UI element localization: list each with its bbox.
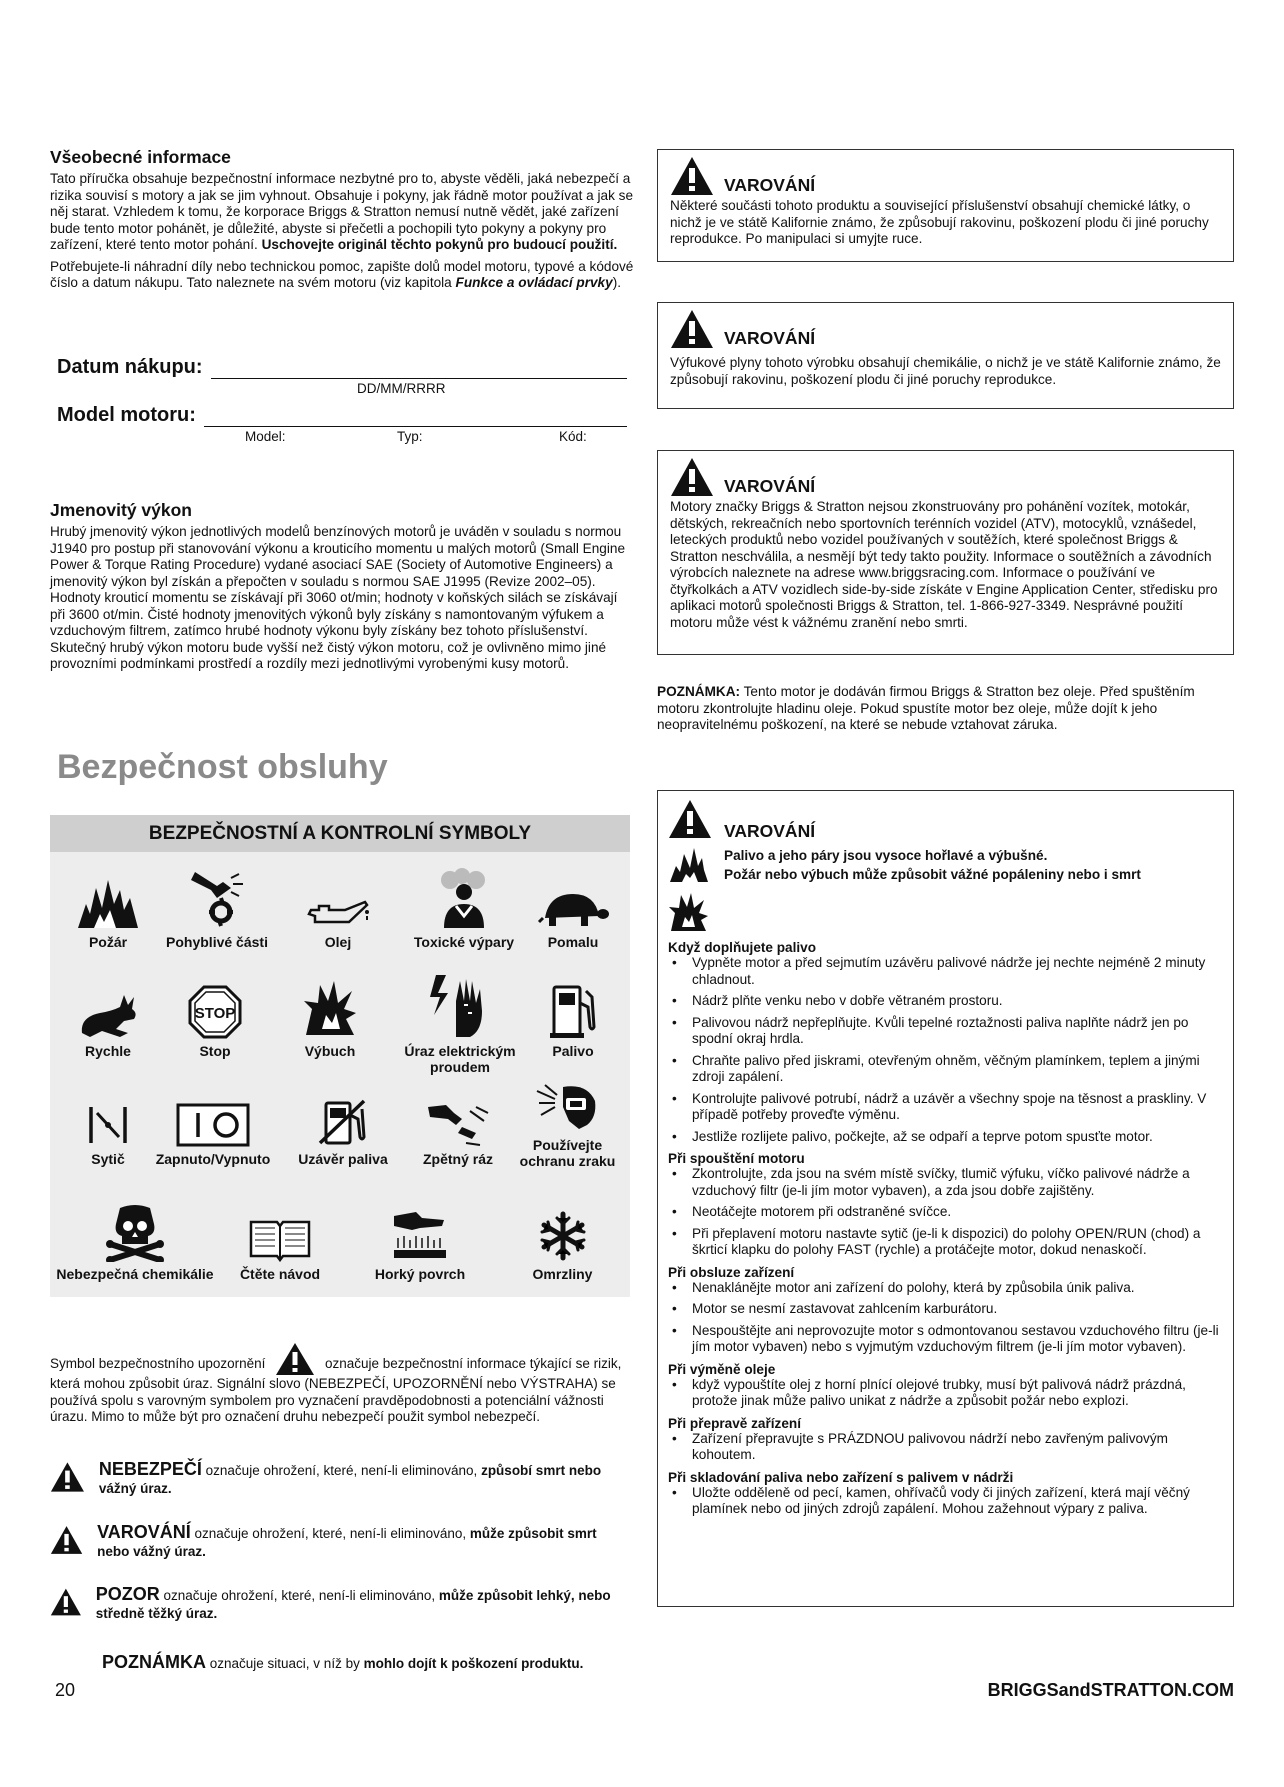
- general-info-parts: [50, 259, 635, 292]
- explosion-icon: [272, 977, 388, 1039]
- signal-desc: označuje ohrožení, které, není-li eliminováno,: [201, 1463, 482, 1478]
- fuel-section-title: Při obsluze zařízení: [668, 1264, 795, 1280]
- warning-triangle-icon: [50, 1523, 83, 1557]
- symbol-label: Uzávěr paliva: [298, 1151, 388, 1167]
- list-item: • když vypouštíte olej z horní plnící olejové trubky, musí být palivová nádrž prázdná, protože jinak může palivo unikat z nádrže a způsobit požár nebo explozi.: [692, 1377, 1223, 1410]
- engine-model-label: Model motoru:: [57, 404, 196, 426]
- skull-crossbones-icon: [50, 1200, 220, 1262]
- safety-symbols-header: BEZPEČNOSTNÍ A KONTROLNÍ SYMBOLY: [50, 815, 630, 852]
- signal-word: POZNÁMKA: [102, 1652, 206, 1672]
- symbol-label: Stop: [199, 1043, 231, 1059]
- moving-parts-icon: [148, 868, 286, 930]
- website-link[interactable]: BRIGGSandSTRATTON.COM: [987, 1680, 1234, 1700]
- symbol-fast: [50, 977, 166, 1059]
- oil-can-icon: [280, 868, 396, 930]
- fire-icon: [668, 846, 710, 884]
- power-rating-title: Jmenovitý výkon: [50, 500, 192, 520]
- fuel-section-list: [668, 1280, 1223, 1356]
- symbol-label: Zapnuto/Vypnuto: [155, 1151, 271, 1167]
- fuel-pump-icon: [515, 977, 631, 1039]
- warning-title: VAROVÁNÍ: [724, 476, 816, 496]
- fuel-section-title: Když doplňujete palivo: [668, 940, 817, 955]
- open-book-icon: [222, 1200, 338, 1262]
- explosion-icon: [668, 891, 710, 933]
- signal-consequence: způsobí smrt nebo vážný úraz.: [98, 1463, 602, 1496]
- list-item: • Nádrž plňte venku nebo v dobře větraném prostoru.: [692, 993, 1223, 1010]
- page-number: 20: [55, 1680, 76, 1700]
- kickback-icon: [400, 1085, 516, 1147]
- fuel-shutoff-icon: [278, 1085, 408, 1147]
- symbol-label: Nebezpečná chemikálie: [56, 1266, 214, 1282]
- fuel-section-list: [668, 1166, 1223, 1259]
- hot-surface-icon: [355, 1200, 485, 1262]
- safety-symbols-panel: [50, 815, 630, 1297]
- symbol-label: Zpětný ráz: [422, 1151, 493, 1167]
- list-item: • Palivovou nádrž nepřeplňujte. Kvůli tepelné roztažnosti paliva naplňte nádrž jen po spodní okraj hrdla.: [692, 1015, 1223, 1048]
- toxic-fumes-icon: [399, 868, 529, 930]
- fuel-section-list: [668, 1377, 1223, 1410]
- electric-shock-icon: [390, 967, 530, 1039]
- fuel-warning-box: [657, 790, 1234, 1607]
- signal-desc: označuje ohrožení, které, není-li eliminováno,: [190, 1526, 470, 1541]
- symbol-label: Úraz elektrickým proudem: [404, 1043, 516, 1075]
- symbol-explosion: [272, 977, 388, 1059]
- list-item: • Motor se nesmí zastavovat zahlcením karburátoru.: [692, 1301, 1223, 1318]
- symbol-toxic-fumes: [399, 868, 529, 950]
- warning-text: Motory značky Briggs & Stratton nejsou zkonstruovány pro pohánění vozítek, motokár, dětských, rekreačních nebo sportovních terénních vozidel (ATV), motocyklů, vznášedel, leteckých produktů nebo vozidel používaných v soutěžích, které společnost Briggs & Stratton neschválila, a nesmějí být tedy takto použity. Informace o soutěžních a závodních výrobcích naleznete na adrese www.briggsracing.com. Informace o používání ve čtyřkolkách a ATV vozidlech side-by-side získáte v Engine Application Center, středisku pro aplikaci motorů společnosti Briggs & Stratton, tel. 1-866-927-3349. Nesprávné použití motoru může vést k vážnému zranění nebo smrti.: [670, 499, 1218, 630]
- general-info-p1: Tato příručka obsahuje bezpečnostní informace nezbytné pro to, abyste věděli, jaká nebezpečí a rizika souvisí s motory a jak se jim vyhnout. Obsahuje i pokyny, jak řádně motor používat a jak se něj starat. Vzhledem k tomu, že korporace Briggs & Stratton nemusí nutně vědět, jaké zařízení bude tento motor pohánět, je důležité, abyste si přečetli a pochopili tyto pokyny a pokyny pro zařízení, které tento motor pohání.: [50, 171, 634, 252]
- warning-box-applications: [657, 450, 1234, 655]
- symbol-label: Horký povrch: [374, 1266, 466, 1282]
- power-rating-section: [50, 500, 635, 673]
- symbol-label: Používejte ochranu zraku: [519, 1137, 616, 1169]
- warning-box-chemicals: [657, 149, 1234, 262]
- warning-text: Výfukové plyny tohoto výrobku obsahují chemikálie, o nichž je ve státě Kalifornie známo, že způsobují rakovinu, poškození plodu či jiné poruchy reprodukce.: [670, 355, 1221, 387]
- purchase-date-label: Datum nákupu:: [57, 356, 203, 378]
- warning-text: Některé součásti tohoto produktu a související příslušenství obsahují chemické látky, o nichž je ve státě Kalifornie známo, že způsobují rakovinu, poškození plodu či jiné poruchy reprodukce. Po manipulaci si umyjte ruce.: [670, 198, 1209, 246]
- eye-protection-icon: [505, 1077, 630, 1133]
- list-item: • Vypněte motor a před sejmutím uzávěru palivové nádrže jej nechte nejméně 2 minuty chladnout.: [692, 955, 1223, 988]
- symbol-eye-protection: [505, 1077, 630, 1169]
- fuel-section-title: Při skladování paliva nebo zařízení s palivem v nádrži: [668, 1469, 1014, 1485]
- symbol-kickback: [400, 1085, 516, 1167]
- warning-triangle-icon: [50, 1585, 82, 1619]
- signal-warning: [50, 1523, 630, 1561]
- symbol-hazardous-chemical: [50, 1200, 220, 1282]
- symbol-label: Rychle: [85, 1043, 131, 1059]
- symbol-oil: [280, 868, 396, 950]
- symbol-label: Čtěte návod: [239, 1266, 321, 1282]
- fuel-section-list: [668, 955, 1223, 1145]
- signal-word: NEBEZPEČÍ: [98, 1459, 202, 1479]
- type-sublabel: Typ:: [397, 429, 423, 444]
- symbol-label: Sytič: [91, 1151, 125, 1167]
- date-format-hint: DD/MM/RRRR: [357, 381, 446, 396]
- symbol-label: Omrzliny: [532, 1266, 593, 1282]
- general-info-section: [50, 147, 635, 292]
- power-rating-text: Hrubý jmenovitý výkon jednotlivých modelů benzínových motorů je uváděn v souladu s normou J1940 pro postup při stanovování výkonu a krouticího momentu u malých motorů (Small Engine Power & Torque Rating Procedure) vydané asociací SAE (Society of Automotive Engineers) a jmenovitý výkon byl získán a přepočten v souladu s normou SAE J1995 (Revize 2002–05). Hodnoty krouticí momentu se získávají při 3060 ot/min; hodnoty v koňských silách se získávají při 3600 ot/min. Čisté hodnoty jmenovitých výkonů byly získány s namontovaným výfukem a vzduchovým filtrem, zatímco hrubé hodnoty výkonu byly získány bez tohoto příslušenství. Skutečný hrubý výkon motoru bude vyšší než čistý výkon motoru, což je ovlivněno mimo jiné provozními podmínkami prostředí a rozdíly mezi jednotlivými vyrobenými kusy motorů.: [50, 524, 626, 671]
- signal-desc: označuje ohrožení, které, není-li eliminováno,: [159, 1588, 439, 1603]
- rabbit-icon: [50, 977, 166, 1039]
- fuel-warning-line1: Palivo a jeho páry jsou vysoce hořlavé a výbušné.: [724, 848, 1048, 863]
- symbol-label: Toxické výpary: [413, 934, 515, 950]
- purchase-date-field[interactable]: [211, 358, 627, 379]
- engine-model-field[interactable]: [204, 406, 627, 427]
- note-text: Tento motor je dodáván firmou Briggs & Stratton bez oleje. Před spuštěním motoru zkontrolujte hladinu oleje. Pokud spustíte motor bez oleje, může dojít k jeho neopravitelnému poškození, na které se nebude vztahovat záruka.: [657, 684, 1195, 732]
- signal-note: [50, 1653, 630, 1673]
- general-info-chapter: Funkce a ovládací prvky: [455, 275, 613, 290]
- general-info-keep: Uschovejte originál těchto pokynů pro budoucí použití.: [261, 237, 618, 252]
- symbol-on-off: [138, 1085, 288, 1167]
- signal-word: VAROVÁNÍ: [97, 1522, 191, 1542]
- symbol-slow: [515, 868, 631, 950]
- fuel-warning-line2: Požár nebo výbuch může způsobit vážné popáleniny nebo i smrt: [724, 867, 1141, 882]
- signal-intro-b: označuje bezpečnostní informace týkající se rizik, která mohou způsobit úraz. Signální slovo (NEBEZPEČÍ, UPOZORNĚNÍ nebo VÝSTRAHA) se používá spolu s varovným symbolem pro vyznačení pravděpodobnosti a potenciální vážnosti úrazu. Mimo to může být pro označení druhu nebezpečí použit symbol nebezpečí.: [50, 1356, 622, 1424]
- fuel-section-title: Při přepravě zařízení: [668, 1415, 801, 1431]
- symbol-fuel-shutoff: [278, 1085, 408, 1167]
- symbol-label: Palivo: [552, 1043, 594, 1059]
- oil-note: [657, 684, 1234, 734]
- symbol-read-manual: [222, 1200, 338, 1282]
- warning-triangle-icon: [670, 156, 714, 196]
- turtle-icon: [515, 868, 631, 930]
- list-item: • Nespouštějte ani neprovozujte motor s odmontovanou sestavou vzduchového filtru (je-li jím motor vybaven) nebo s vyjmutým vzduchovým filtrem (je-li jím motor vybaven).: [692, 1323, 1223, 1356]
- signal-intro-a: Symbol bezpečnostního upozornění: [50, 1356, 266, 1371]
- stop-sign-text: STOP: [194, 1005, 236, 1022]
- symbol-label: Požár: [88, 934, 128, 950]
- symbol-stop: [157, 977, 273, 1059]
- warning-triangle-icon: [670, 457, 714, 497]
- fuel-section-list: [668, 1485, 1223, 1518]
- on-off-icon: [138, 1085, 288, 1147]
- section-title: Bezpečnost obsluhy: [57, 748, 388, 786]
- list-item: • Zkontrolujte, zda jsou na svém místě svíčky, tlumič výfuku, víčko palivové nádrže a vzduchový filtr (je-li jím motor vybaven), a zda jsou dobře zajištěny.: [692, 1166, 1223, 1199]
- general-info-title: Všeobecné informace: [50, 147, 231, 167]
- model-sublabel: Model:: [245, 429, 286, 444]
- symbol-frostbite: [495, 1200, 630, 1282]
- fuel-section-list: [668, 1431, 1223, 1464]
- stop-sign-icon: [157, 977, 273, 1039]
- list-item: • Jestliže rozlijete palivo, počkejte, až se odpaří a teprve potom spusťte motor.: [692, 1129, 1223, 1146]
- warning-triangle-icon: [50, 1460, 85, 1494]
- purchase-form: [57, 356, 627, 447]
- list-item: • Neotáčejte motorem při odstraněné svíčce.: [692, 1204, 1223, 1221]
- symbol-hot-surface: [355, 1200, 485, 1282]
- list-item: • Uložte odděleně od pecí, kamen, ohřívačů vody či jiných zařízení, která mají věčný plamínek nebo od jiných zdrojů zapálení. Mohou zažehnout výpary z paliva.: [692, 1485, 1223, 1518]
- signal-consequence: může způsobit smrt nebo vážný úraz.: [97, 1526, 597, 1559]
- fuel-section-title: Při výměně oleje: [668, 1361, 776, 1377]
- symbol-label: Olej: [324, 934, 352, 950]
- snowflake-icon: [495, 1200, 630, 1262]
- fuel-section-title: Při spouštění motoru: [668, 1151, 805, 1166]
- safety-alert-icon: [275, 1342, 315, 1376]
- warning-title: VAROVÁNÍ: [724, 328, 816, 348]
- warning-title: VAROVÁNÍ: [724, 175, 816, 195]
- symbol-electric-shock: [390, 967, 530, 1075]
- note-label: POZNÁMKA:: [657, 684, 741, 699]
- list-item: • Nenaklánějte motor ani zařízení do polohy, která by způsobila únik paliva.: [692, 1280, 1223, 1297]
- general-info-text: [50, 171, 635, 254]
- warning-triangle-icon: [670, 309, 714, 349]
- signal-danger: [50, 1460, 630, 1498]
- signal-caution: [50, 1585, 630, 1623]
- signal-consequence: mohlo dojít k poškození produktu.: [363, 1656, 584, 1671]
- symbol-moving-parts: [148, 868, 286, 950]
- list-item: • Kontrolujte palivové potrubí, nádrž a uzávěr a všechny spoje na těsnost a praskliny. V případě potřeby proveďte výměnu.: [692, 1091, 1223, 1124]
- warning-triangle-icon: [668, 799, 712, 839]
- symbol-fuel: [515, 977, 631, 1059]
- code-sublabel: Kód:: [559, 429, 587, 444]
- signal-consequence: může způsobit lehký, nebo středně těžký úraz.: [95, 1588, 611, 1621]
- list-item: • Chraňte palivo před jiskrami, otevřeným ohněm, věčným plamínkem, teplem a jinými zdroji zapálení.: [692, 1053, 1223, 1086]
- symbol-label: Výbuch: [304, 1043, 356, 1059]
- signal-desc: označuje situaci, v níž by: [206, 1656, 364, 1671]
- warning-box-exhaust: [657, 302, 1234, 409]
- fuel-warning-title: VAROVÁNÍ: [724, 821, 816, 841]
- list-item: • Zařízení přepravujte s PRÁZDNOU palivovou nádrží nebo zavřeným palivovým kohoutem.: [692, 1431, 1223, 1464]
- general-info-p2-end: ).: [612, 275, 621, 290]
- symbol-label: Pomalu: [547, 934, 599, 950]
- signal-word: POZOR: [95, 1584, 160, 1604]
- signal-word-intro: [50, 1342, 630, 1426]
- general-info-p2: Potřebujete-li náhradní díly nebo technickou pomoc, zapište dolů model motoru, typové a kódové číslo a datum nákupu. Tato naleznete na svém motoru (viz kapitola: [50, 258, 634, 290]
- list-item: • Při přeplavení motoru nastavte sytič (je-li k dispozici) do polohy OPEN/RUN (chod) a škrticí klapku do polohy FAST (rychle) a protáčejte motor, dokud nenaskočí.: [692, 1226, 1223, 1259]
- symbol-label: Pohyblivé části: [166, 934, 268, 950]
